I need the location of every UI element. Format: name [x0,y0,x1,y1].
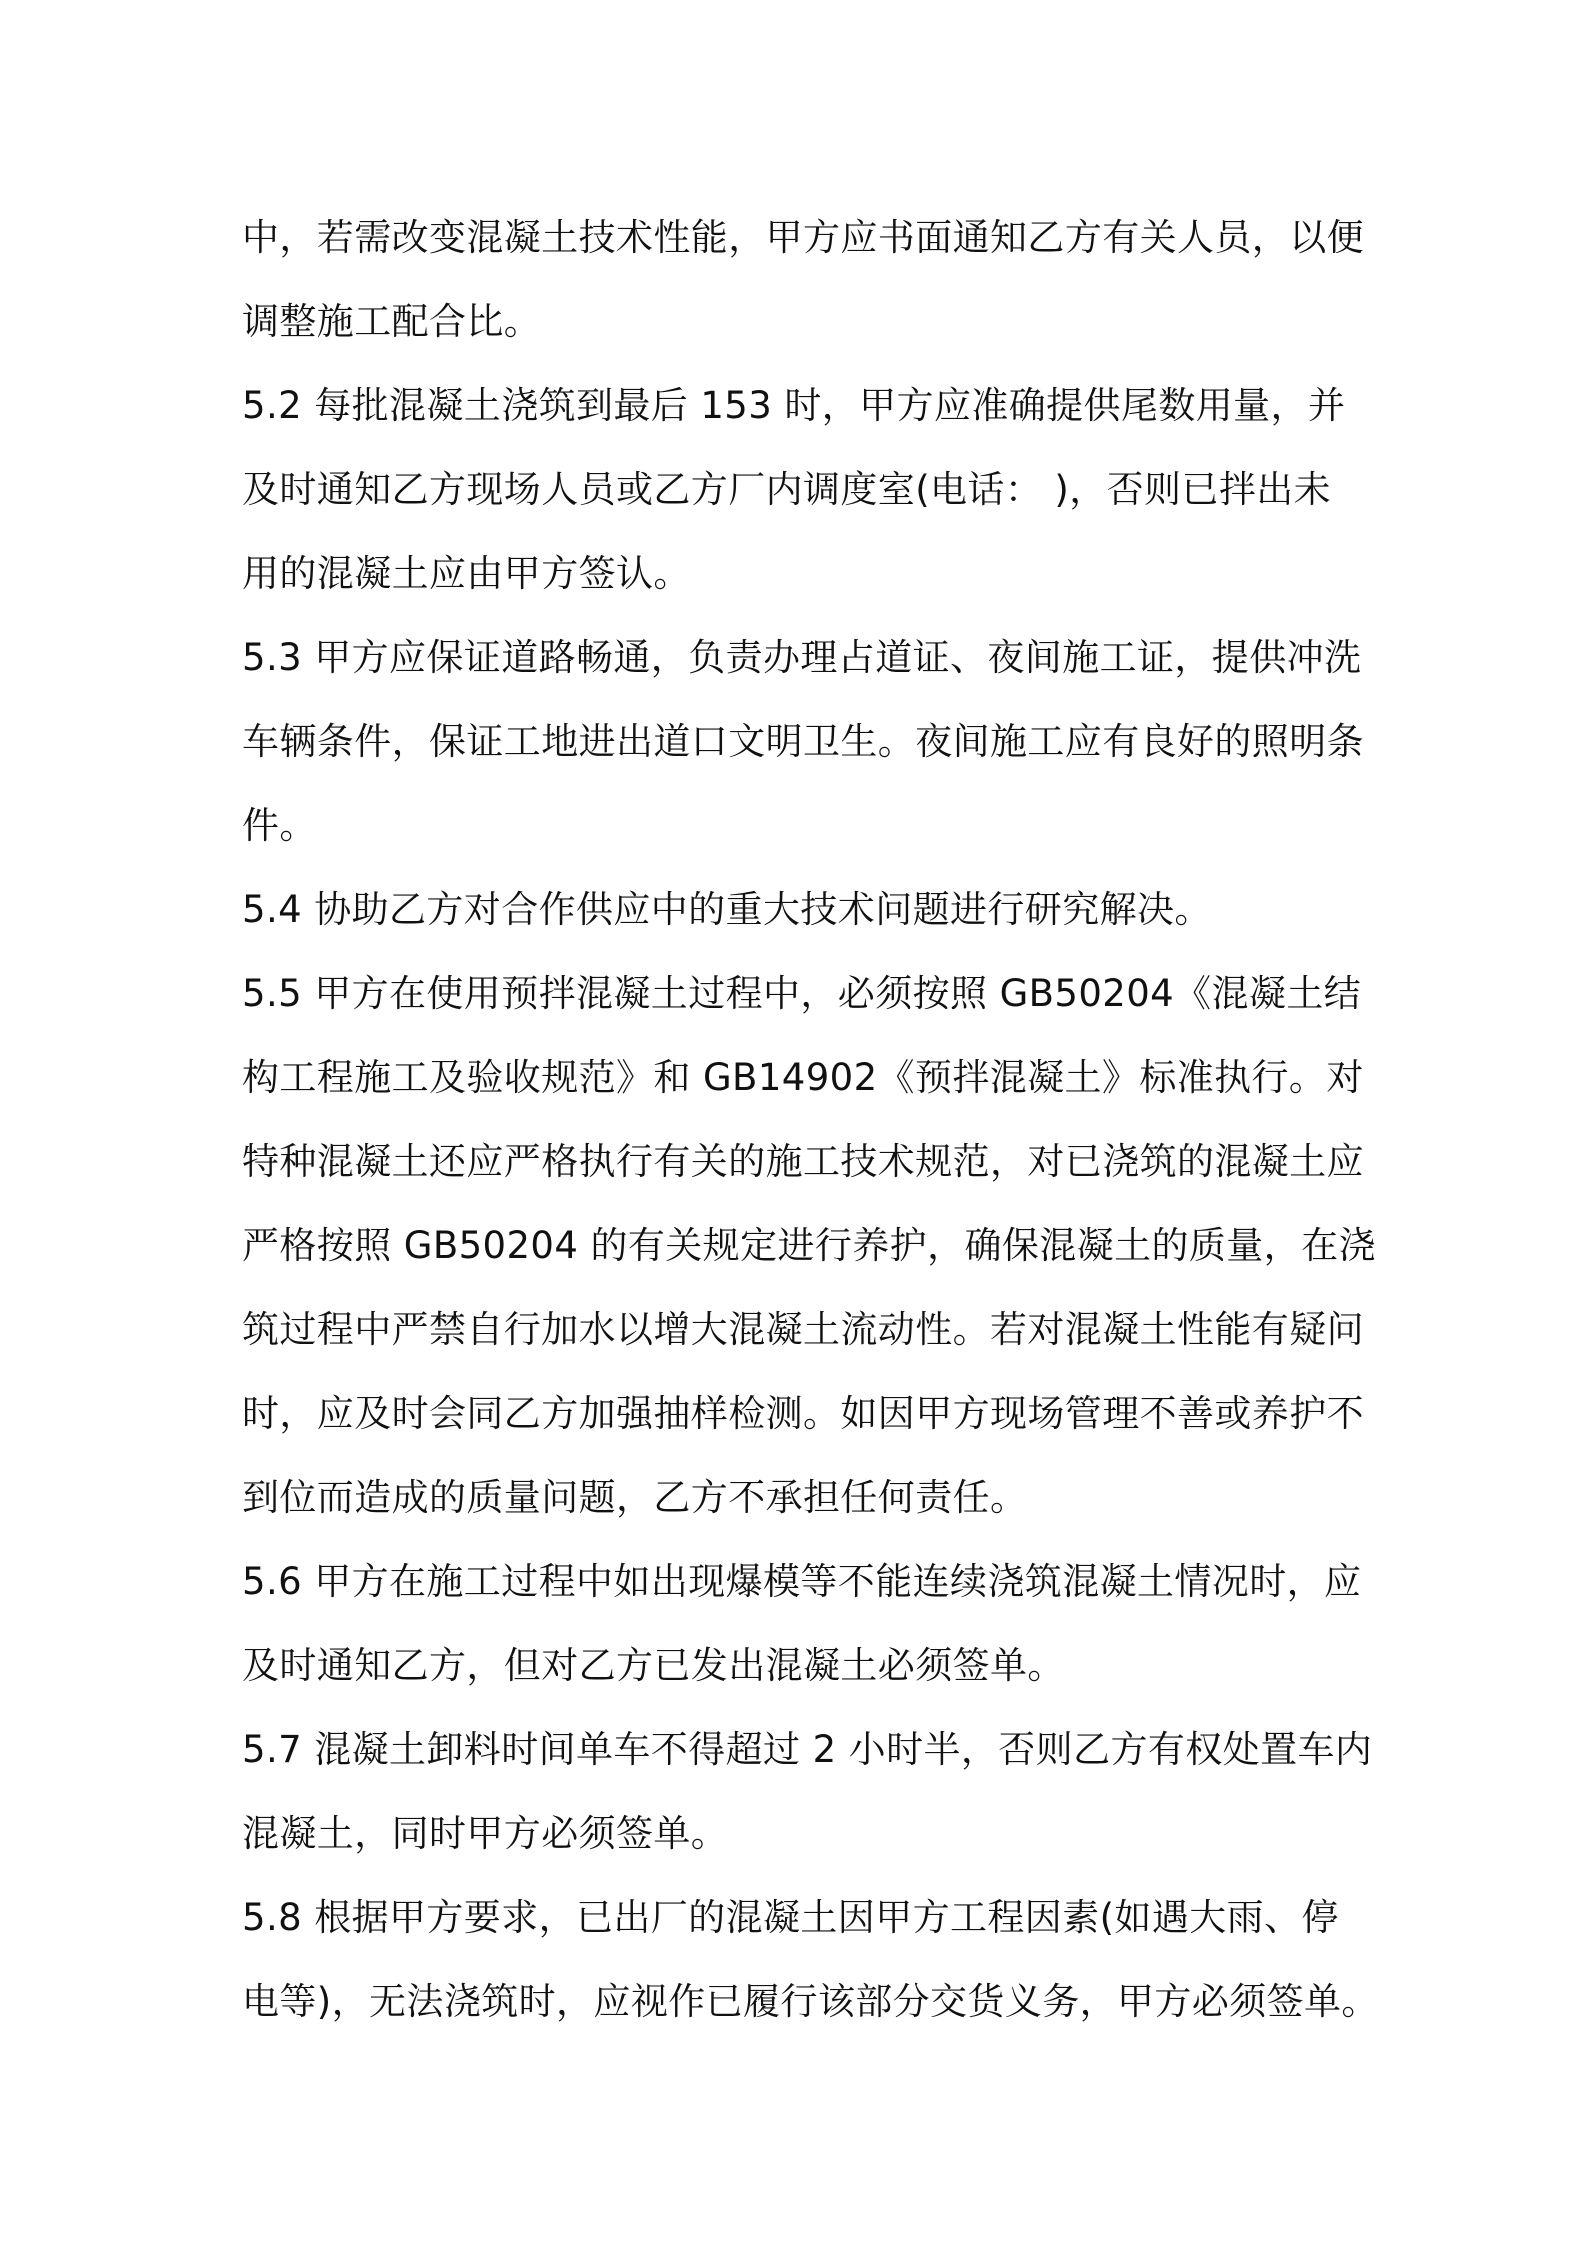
clause-5-6: 5.6 甲方在施工过程中如出现爆模等不能连续浇筑混凝土情况时，应 [242,1560,1362,1603]
clause-5-3: 5.3 甲方应保证道路畅通，负责办理占道证、夜间施工证，提供冲洗 [242,636,1362,679]
clause-5-7: 5.7 混凝土卸料时间单车不得超过 2 小时半，否则乙方有权处置车内 [242,1728,1373,1771]
text-line: 特种混凝土还应严格执行有关的施工技术规范，对已浇筑的混凝土应 [242,1140,1364,1183]
clause-5-2: 5.2 每批混凝土浇筑到最后 153 时，甲方应准确提供尾数用量，并 [242,384,1346,427]
text-line: 调整施工配合比。 [242,300,542,343]
text-line: 筑过程中严禁自行加水以增大混凝土流动性。若对混凝土性能有疑问 [242,1308,1364,1351]
text-line: 件。 [242,804,317,847]
text-line: 用的混凝土应由甲方签认。 [242,552,691,595]
text-line: 时，应及时会同乙方加强抽样检测。如因甲方现场管理不善或养护不 [242,1392,1364,1435]
text-line: 及时通知乙方现场人员或乙方厂内调度室(电话： )，否则已拌出未 [242,468,1332,511]
text-line: 车辆条件，保证工地进出道口文明卫生。夜间施工应有良好的照明条 [242,720,1364,763]
text-line: 及时通知乙方，但对乙方已发出混凝土必须签单。 [242,1644,1065,1687]
text-line: 电等)，无法浇筑时，应视作已履行该部分交货义务，甲方必须签单。 [242,1980,1379,2023]
text-line: 严格按照 GB50204 的有关规定进行养护，确保混凝土的质量，在浇 [242,1224,1376,1267]
text-line: 中，若需改变混凝土技术性能，甲方应书面通知乙方有关人员，以便 [242,216,1364,259]
text-line: 混凝土，同时甲方必须签单。 [242,1812,729,1855]
clause-5-5: 5.5 甲方在使用预拌混凝土过程中，必须按照 GB50204《混凝土结 [242,972,1362,1015]
text-line: 到位而造成的质量问题，乙方不承担任何责任。 [242,1476,1028,1519]
clause-5-4: 5.4 协助乙方对合作供应中的重大技术问题进行研究解决。 [242,888,1212,931]
clause-5-8: 5.8 根据甲方要求，已出厂的混凝土因甲方工程因素(如遇大雨、停 [242,1896,1339,1939]
document-body [242,196,1379,2044]
text-line: 构工程施工及验收规范》和 GB14902《预拌混凝土》标准执行。对 [242,1056,1364,1099]
